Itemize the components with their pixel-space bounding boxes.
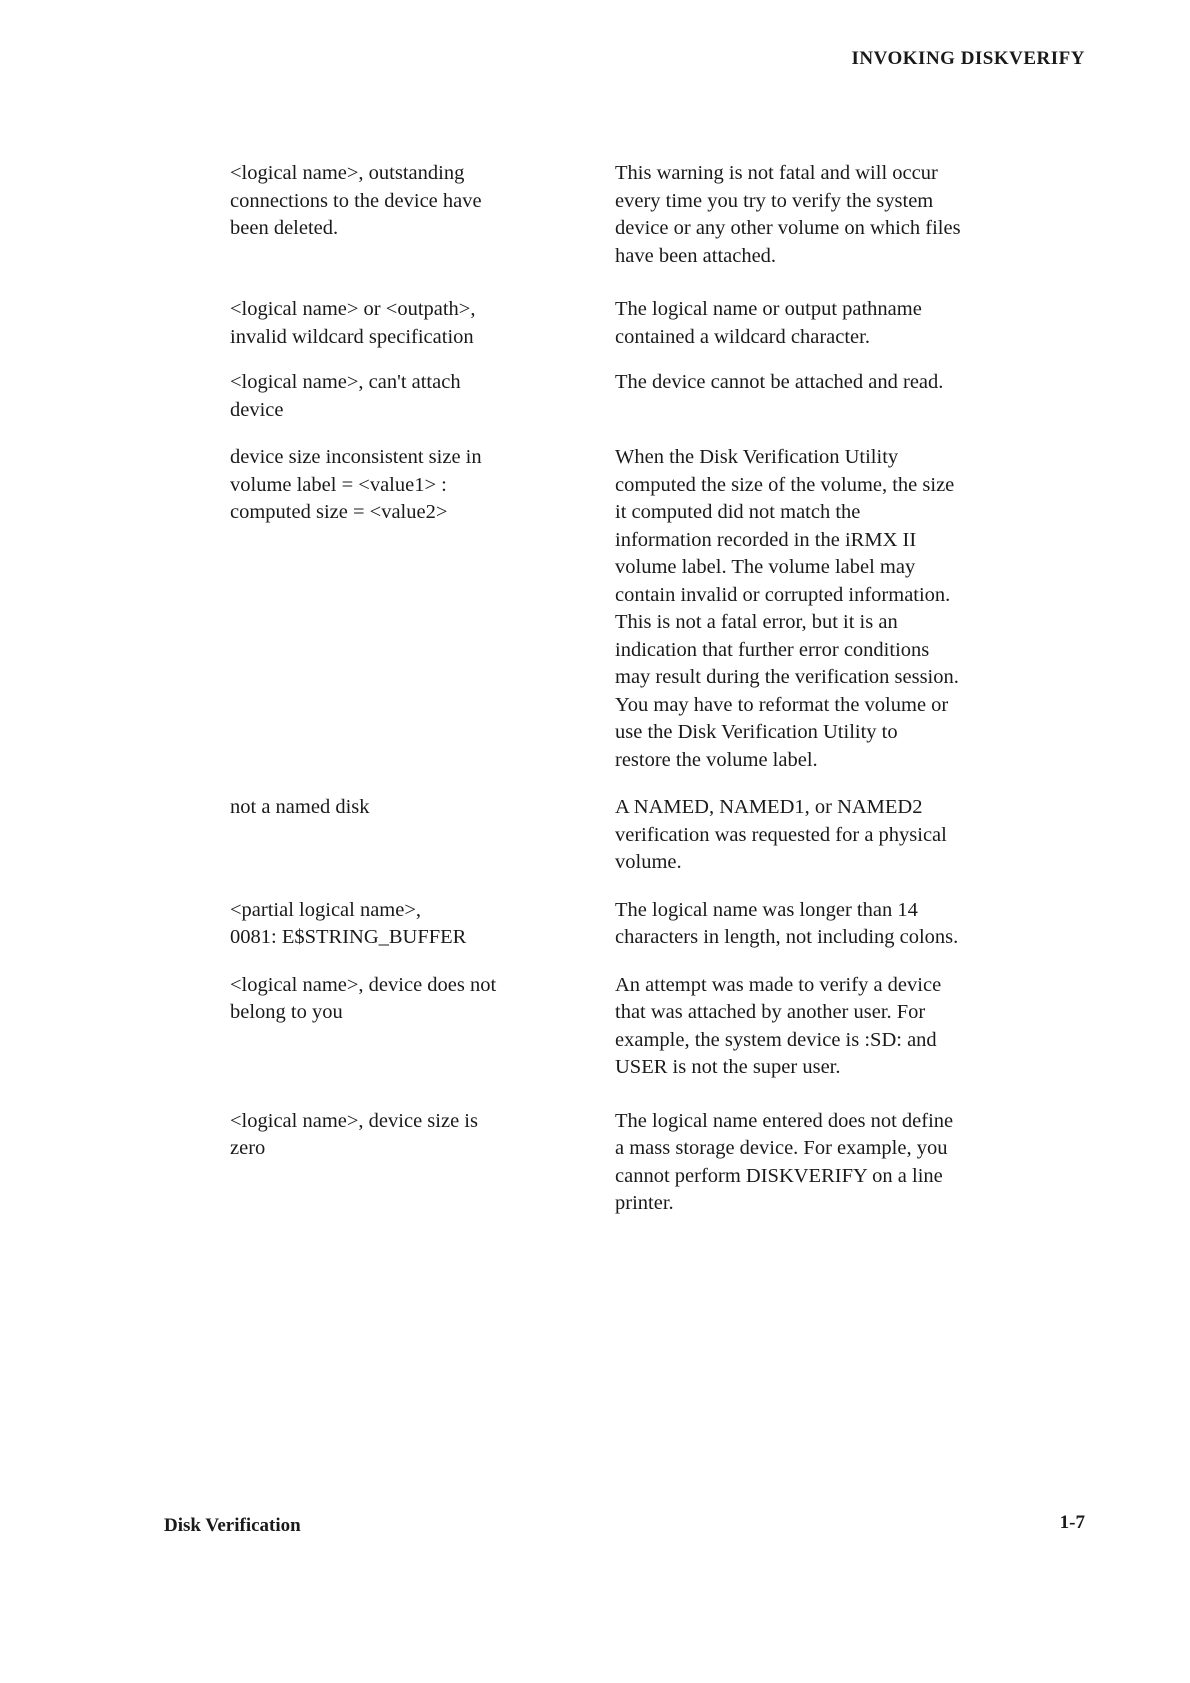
page-number: 1-7 — [1059, 1512, 1085, 1533]
entry-message: <logical name>, can't attach device — [230, 371, 461, 421]
entry-invalid-wildcard — [230, 296, 1050, 351]
entry-message: <logical name>, device does not belong to you — [230, 973, 497, 1023]
entry-description: An attempt was made to verify a device that was attached by another user. For example, the system device is :SD: and USER is not the super user. — [615, 973, 942, 1078]
entry-string-buffer — [230, 897, 1050, 952]
footer-section-title: Disk Verification — [164, 1515, 301, 1536]
running-header: INVOKING DISKVERIFY — [851, 48, 1085, 69]
entry-cant-attach — [230, 369, 1050, 424]
entry-description: When the Disk Verification Utility computed the size of the volume, the size it computed did not match the information recorded in the iRMX II volume label. The volume label may contain invalid or corrupted information. This is not a fatal error, but it is an indication that further error conditions may result during the verification session. You may have to reformat the volume or use the Disk Verification Utility to restore the volume label. — [615, 446, 959, 771]
entry-device-size-zero — [230, 1108, 1050, 1218]
entry-not-named-disk — [230, 794, 1050, 877]
entry-message: <logical name> or <outpath>, invalid wildcard specification — [230, 298, 476, 348]
entry-size-inconsistent — [230, 444, 1050, 774]
entry-description: A NAMED, NAMED1, or NAMED2 verification was requested for a physical volume. — [615, 796, 947, 873]
entry-message: <logical name>, outstanding connections to the device have been deleted. — [230, 162, 482, 239]
entry-description: This warning is not fatal and will occur every time you try to verify the system device or any other volume on which files have been attached. — [615, 162, 961, 267]
entry-outstanding-connections — [230, 160, 1050, 270]
entry-description: The logical name or output pathname contained a wildcard character. — [615, 298, 922, 348]
entry-message: not a named disk — [230, 796, 370, 818]
entry-description: The logical name was longer than 14 characters in length, not including colons. — [615, 898, 959, 948]
entry-message: <logical name>, device size is zero — [230, 1109, 478, 1159]
entry-description: The logical name entered does not define a mass storage device. For example, you cannot perform DISKVERIFY on a line printer. — [615, 1109, 954, 1214]
entry-description: The device cannot be attached and read. — [615, 371, 944, 393]
entry-message: <partial logical name>, 0081: E$STRING_BUFFER — [230, 898, 467, 948]
entry-message: device size inconsistent size in volume label = <value1> : computed size = <value2> — [230, 446, 482, 523]
error-message-list — [230, 160, 1050, 1218]
entry-device-not-yours — [230, 972, 1050, 1082]
